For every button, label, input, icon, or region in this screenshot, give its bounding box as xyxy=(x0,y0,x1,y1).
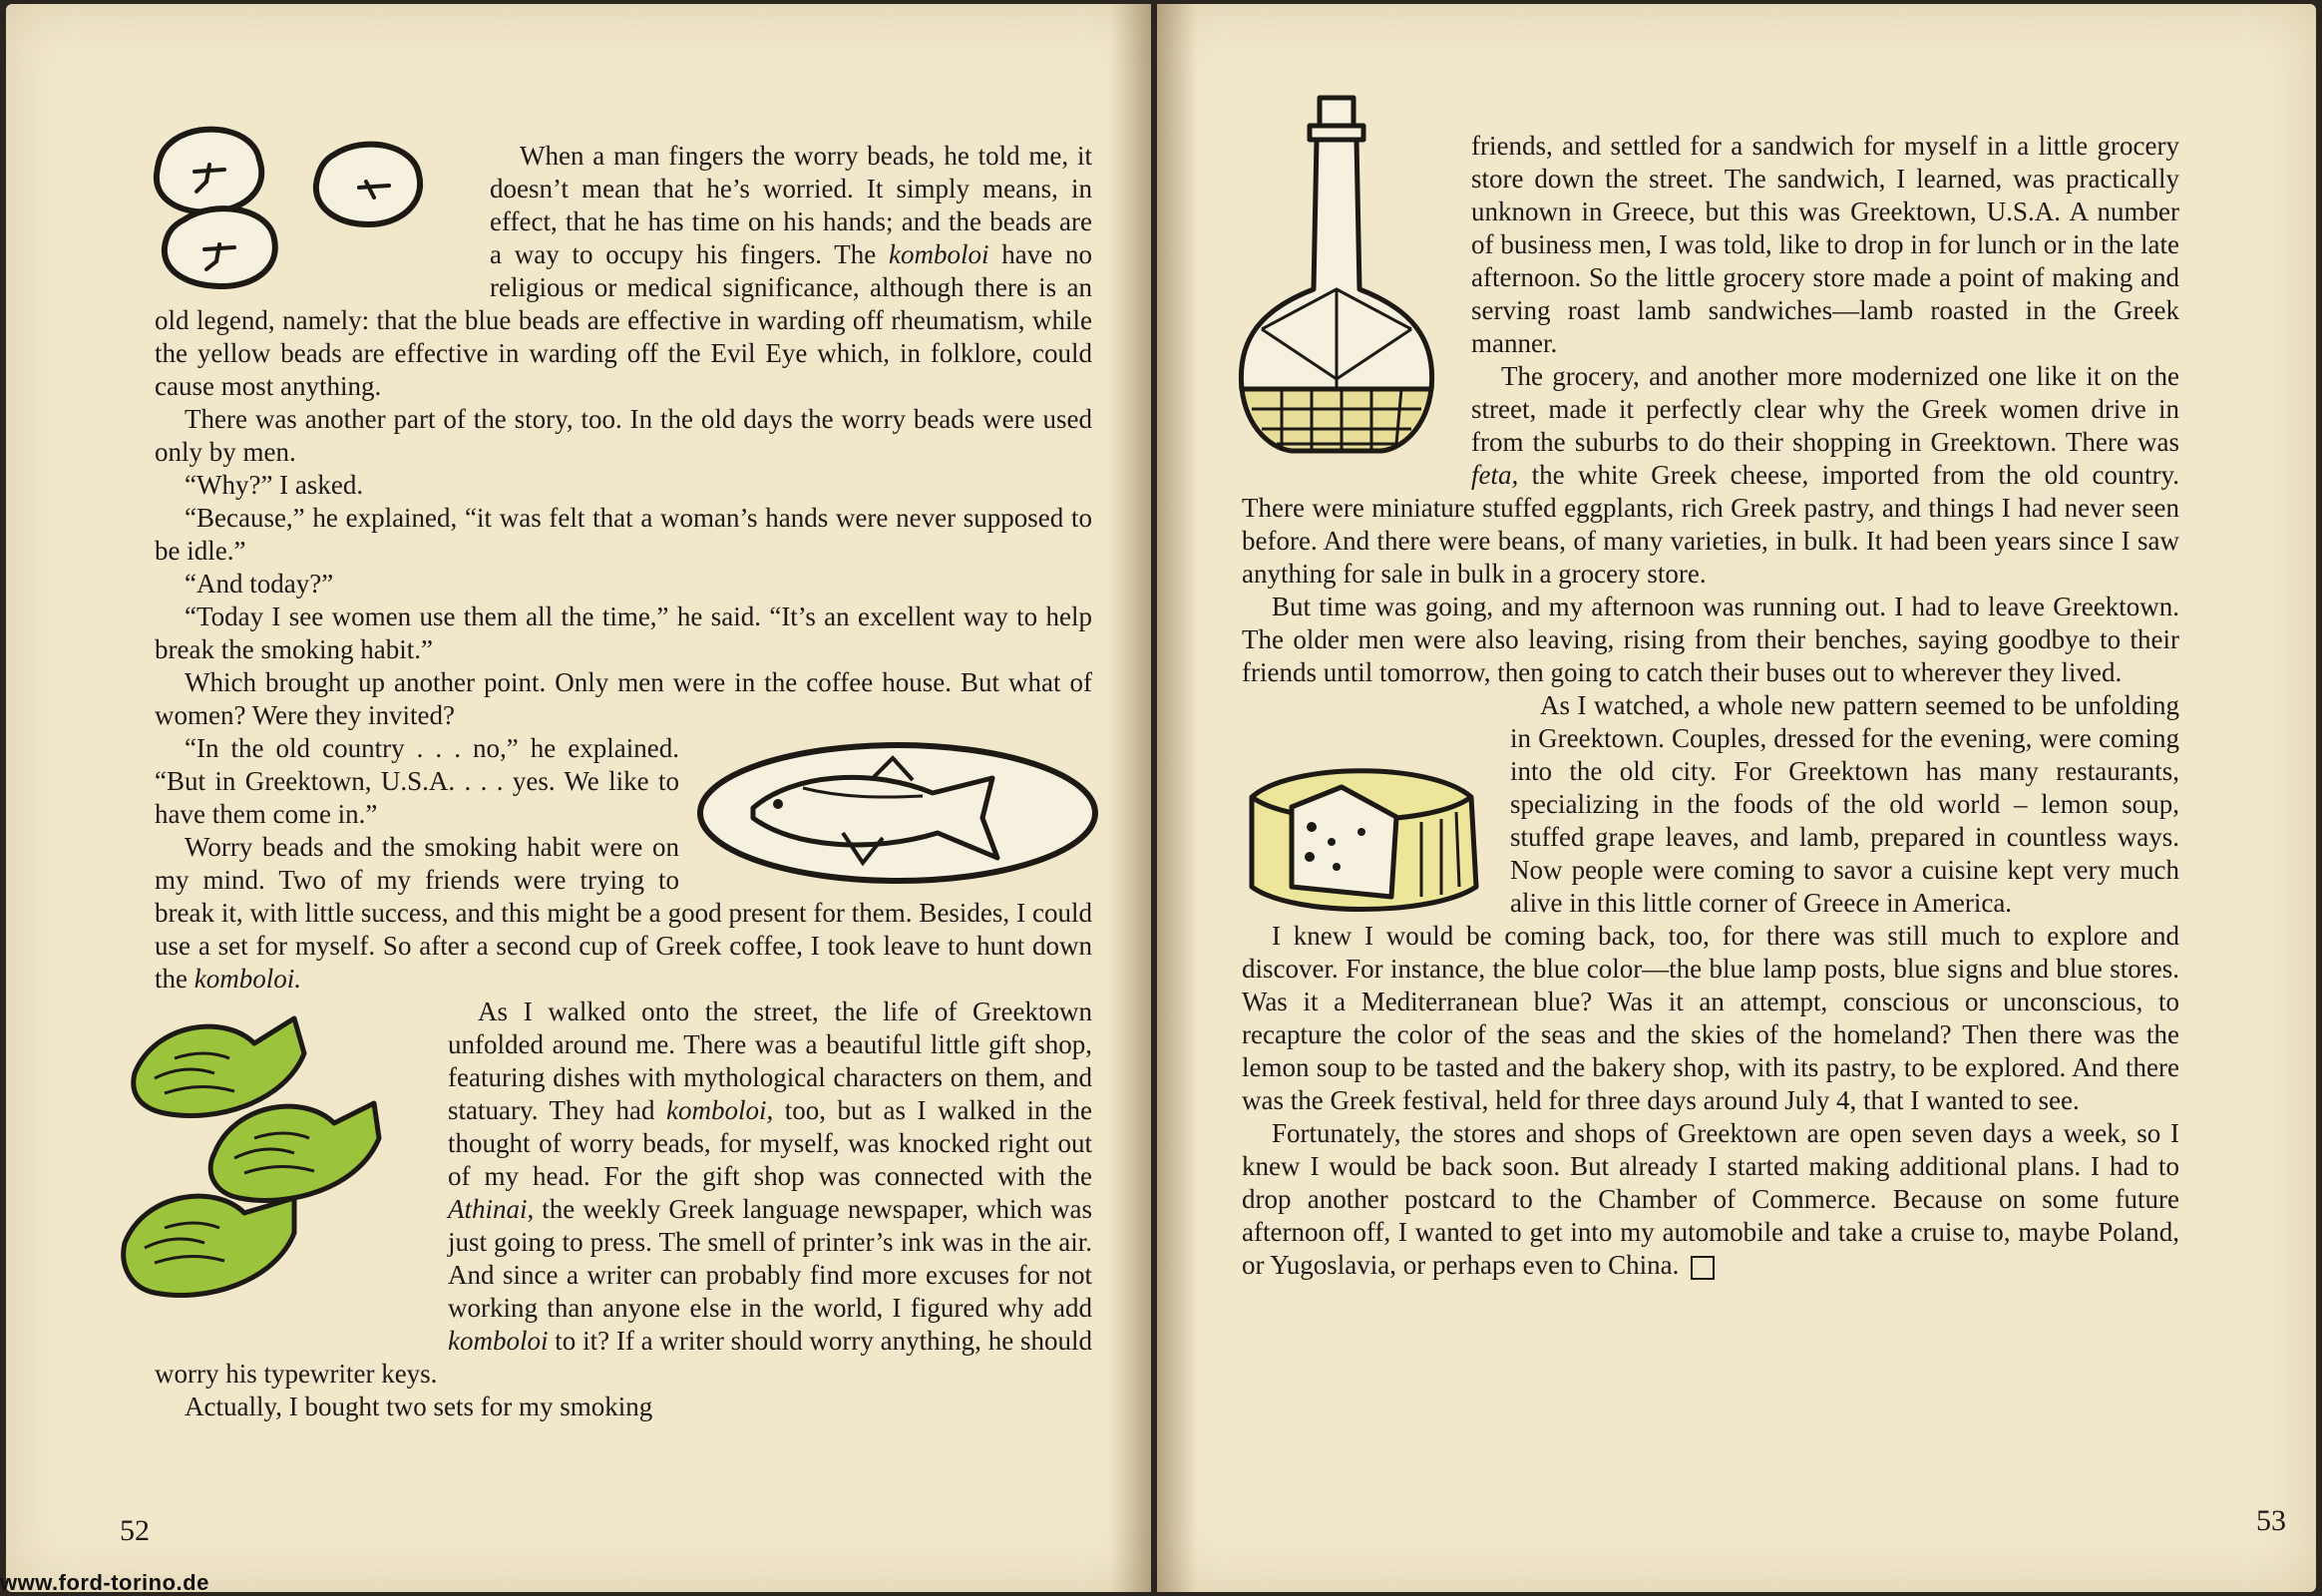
paragraph: I knew I would be coming back, too, for there was still much to explore and discover. For instance, the blue color—the blue lamp posts, blue signs and blue stores. Was it a Mediterranean blue? Was it an attempt, conscious or unconscious, to recapture the color of the seas and the skies of the homeland? Then there was the lemon soup to be tasted and the bakery shop, with its pastry, to be explored. And there was the Greek festival, held for three days around July 4, that I wanted to see. xyxy=(1242,921,2179,1115)
paragraph: “Today I see women use them all the time,” he said. “It’s an excellent way to help break the smoking habit.” xyxy=(155,601,1092,664)
paragraph: The grocery, and another more modernized one like it on the street, made it perfectly clear why the Greek women drive in from the suburbs to do their shopping in Greektown. There was feta, the white Greek cheese, imported from the old country. There were miniature stuffed eggplants, rich Greek pastry, and things I had never seen before. And there were beans, of many varieties, in bulk. It had been years since I saw anything for sale in bulk in a grocery store. xyxy=(1242,361,2179,589)
italic-text: feta, xyxy=(1471,460,1519,490)
paragraph: “In the old country . . . no,” he explained. “But in Greektown, U.S.A. . . . yes. We like to have them come in.” xyxy=(155,733,679,829)
bottle-illustration xyxy=(1222,90,1451,469)
italic-text: Athinai xyxy=(448,1194,528,1224)
paragraph: Actually, I bought two sets for my smoking xyxy=(185,1392,653,1421)
paragraph: There was another part of the story, too. In the old days the worry beads were used only by men. xyxy=(155,404,1092,467)
paragraph: As I watched, a whole new pattern seemed to be unfolding in Greektown. Couples, dressed for the evening, were coming into the old city. For Greektown has many restaurants, specializing in the foods of the old world – lemon soup, stuffed grape leaves, and lamb, prepared in countless ways. Now people were coming to savor a cuisine kept very much alive in this little corner of Greece in America. xyxy=(1510,690,2179,918)
artichoke-illustration xyxy=(105,1003,434,1333)
end-mark-box xyxy=(1691,1256,1715,1280)
italic-text: komboloi, xyxy=(665,1095,774,1125)
paragraph: Worry beads and the smoking habit were on my mind. Two of my friends were trying to break it, with little success, and this might be a good present for them. Besides, I could use a set for myself. So after a second cup of Greek coffee, I took leave to hunt down the komboloi. xyxy=(155,832,1092,994)
paragraph: “And today?” xyxy=(185,569,334,598)
cheese-illustration xyxy=(1232,747,1496,917)
paragraph: Fortunately, the stores and shops of Greektown are open seven days a week, so I knew I would be back soon. But already I started making additional plans. I had to drop another postcard to the Chamber of Commerce. Because on some future afternoon off, I wanted to get into my automobile and take a cruise to, maybe Poland, or Yugoslavia, or perhaps even to China. xyxy=(1242,1118,2179,1280)
paragraph: “Why?” I asked. xyxy=(185,470,364,500)
italic-text: komboloi xyxy=(889,239,989,269)
page-number-right: 53 xyxy=(2256,1504,2286,1537)
italic-text: komboloi xyxy=(448,1326,549,1356)
paragraph: But time was going, and my afternoon was running out. I had to leave Greektown. The older men were also leaving, rising from their benches, saying goodbye to their friends until tomorrow, then going to catch their buses out to wherever they lived. xyxy=(1242,592,2179,687)
left-page-text xyxy=(155,140,1092,1423)
paragraph: “Because,” he explained, “it was felt that a woman’s hands were never supposed to be idle.” xyxy=(155,503,1092,566)
italic-text: komboloi. xyxy=(194,964,301,994)
fish-plate-illustration xyxy=(693,738,1102,888)
page-number-left: 52 xyxy=(120,1514,150,1547)
paragraph: As I walked onto the street, the life of Greektown unfolded around me. There was a beautiful little gift shop, featuring dishes with mythological characters on them, and statuary. They had komboloi, too, but as I walked in the thought of worry beads, for myself, was knocked right out of my head. For the gift shop was connected with the Athinai, the weekly Greek language newspaper, which was just going to press. The smell of printer’s ink was in the air. And since a writer can probably find more excuses for not working than anyone else in the world, I figured why add komboloi to it? If a writer should worry anything, he should worry his typewriter keys. xyxy=(155,997,1092,1389)
watermark: www.ford-torino.de xyxy=(0,1570,209,1595)
paragraph: When a man fingers the worry beads, he told me, it doesn’t mean that he’s worried. It simply means, in effect, that he has time on his hands; and the beads are a way to occupy his fingers. The komboloi have no religious or medical significance, although there is an old legend, namely: that the blue beads are effective in warding off rheumatism, while the yellow beads are effective in warding off the Evil Eye which, in folklore, could cause most anything. xyxy=(155,141,1092,401)
right-page-text xyxy=(1242,130,2179,1282)
left-paragraphs xyxy=(155,140,1092,1423)
paragraph: friends, and settled for a sandwich for myself in a little grocery store down the street. The sandwich, I learned, was practically unknown in Greece, but this was Greektown, U.S.A. A number of business men, I was told, like to drop in for lunch or in the late afternoon. So the little grocery store made a point of making and serving roast lamb sandwiches—lamb roasted in the Greek manner. xyxy=(1471,131,2179,358)
dumplings-illustration xyxy=(135,120,474,289)
paragraph: Which brought up another point. Only men were in the coffee house. But what of women? Were they invited? xyxy=(155,667,1092,730)
